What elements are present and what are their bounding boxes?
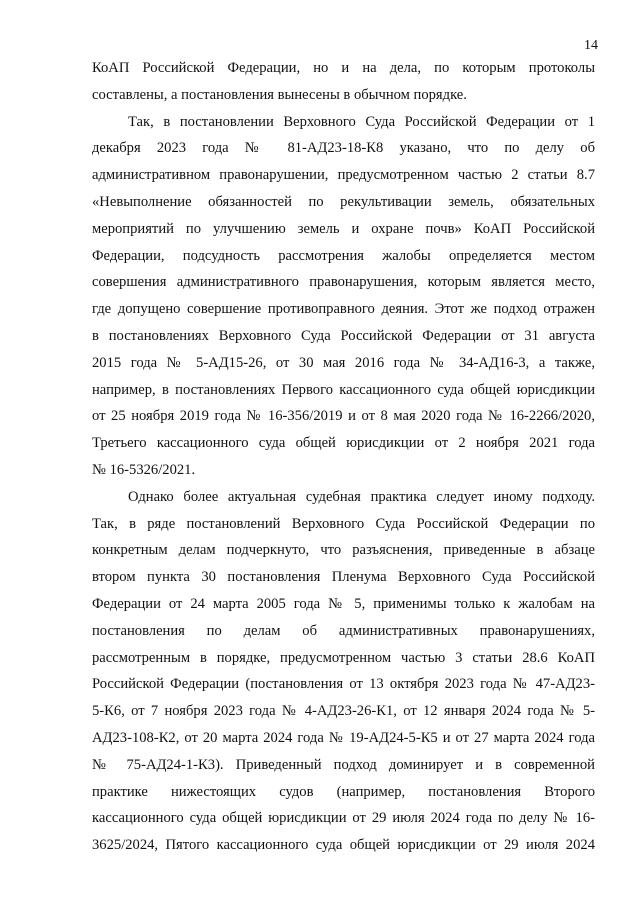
text-line: КоАП Российской Федерации, но и на дела, по которым протоколы [92,60,595,76]
text-line: в постановлениях Верховного Суда Российской Федерации от 31 августа [92,327,595,344]
text-line: 5-К6, от 7 ноября 2023 года № 4-АД23-26-К1, от 12 января 2024 года № 5- [92,703,595,720]
text-line: Российской Федерации (постановления от 13 октября 2023 года № 47-АД23- [92,676,595,693]
text-line: Так, в постановлении Верховного Суда Российской Федерации от 1 [128,113,595,130]
text-line: постановления по делам об административных правонарушениях, [92,622,595,639]
document-body [92,55,595,859]
text-line: № 75-АД24-1-К3). Приведенный подход доминирует и в современной [92,756,595,773]
paragraph [92,109,595,484]
text-line: мероприятий по улучшению земель и охране почв» КоАП Российской [92,220,595,237]
text-line: административном правонарушении, предусмотренном частью 2 статьи 8.7 [92,167,595,184]
text-line: 3625/2024, Пятого кассационного суда общей юрисдикции от 29 июля 2024 [92,837,595,854]
paragraph [92,484,595,859]
text-line: от 25 ноября 2019 года № 16-356/2019 и от 8 мая 2020 года № 16-2266/2020, [92,408,595,425]
text-line: Так, в ряде постановлений Верховного Суда Российской Федерации по [92,515,595,532]
text-line: конкретным делам подчеркнуто, что разъяснения, приведенные в абзаце [92,542,595,559]
text-line: рассмотренным в порядке, предусмотренном частью 3 статьи 28.6 КоАП [92,649,595,666]
text-line: втором пункта 30 постановления Пленума Верховного Суда Российской [92,569,595,586]
text-line: «Невыполнение обязанностей по рекультивации земель, обязательных [92,193,595,210]
text-line: декабря 2023 года № 81-АД23-18-К8 указано, что по делу об [92,140,595,157]
text-line: кассационного суда общей юрисдикции от 29 июля 2024 года по делу № 16- [92,810,595,827]
text-line: Третьего кассационного суда общей юрисдикции от 2 ноября 2021 года [92,435,595,452]
page-number: 14 [584,38,598,53]
paragraph [92,55,595,109]
text-line: совершения административного правонарушения, которым является место, [92,274,595,291]
text-line: 2015 года № 5-АД15-26, от 30 мая 2016 года № 34-АД16-3, а также, [92,354,595,371]
text-line: составлены, а постановления вынесены в обычном порядке. [92,86,467,103]
text-line: № 16-5326/2021. [92,461,196,478]
text-line: практике нижестоящих судов (например, постановления Второго [92,783,595,800]
text-line: АД23-108-К2, от 20 марта 2024 года № 19-АД24-5-К5 и от 27 марта 2024 года [92,729,595,746]
text-line: Однако более актуальная судебная практика следует иному подходу. [128,488,595,505]
text-line: например, в постановлениях Первого кассационного суда общей юрисдикции [92,381,595,398]
text-line: Федерации, подсудность рассмотрения жалобы определяется местом [92,247,595,264]
text-line: где допущено совершение противоправного деяния. Этот же подход отражен [92,301,595,318]
text-line: Федерации от 24 марта 2005 года № 5, применимы только к жалобам на [92,595,595,612]
